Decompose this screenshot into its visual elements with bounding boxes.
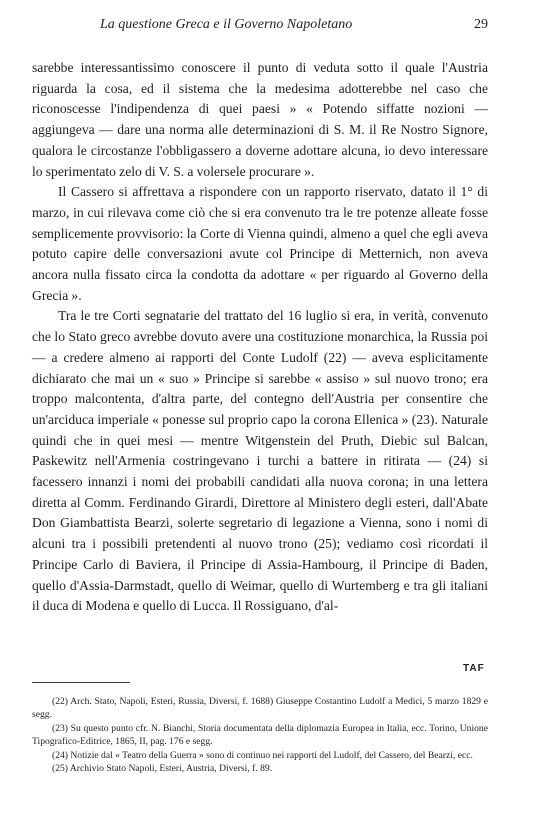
printer-signature-mark: TAF [463,663,485,674]
running-title: La questione Greca e il Governo Napoletano [100,17,353,32]
footnote-divider [32,682,130,683]
main-text [32,58,488,617]
footnote-23: (23) Su questo punto cfr. N. Bianchi, Storia documentata della diplomazia Europea in Italia, ecc. Torino, Unione Tipografico-Editrice, 1865, II, pag. 176 e segg. [32,722,488,748]
page-number: 29 [474,17,488,32]
footnote-24: (24) Notizie dal « Teatro della Guerra » sono di continuo nei rapporti del Ludolf, del Cassero, del Bearzi, ecc. [52,749,473,761]
footnote-25: (25) Archivio Stato Napoli, Esteri, Austria, Diversi, f. 89. [52,763,273,775]
paragraph-1: sarebbe interessantissimo conoscere il punto di veduta sotto il quale l'Austria riguarda la cosa, ed il sistema che la medesima adotterebbe nel caso che riconoscesse l'indipendenza di quei paesi » « Potendo siffatte nozioni — aggiungeva — dare una norma alle determinazioni di S. M. il Re Nostro Signore, qualora le circostanze l'obbligassero a doverne adottare alcuna, io devo interessare lo sperimentato zelo di V. S. a volersele procurare ». [32,60,488,179]
footnote-22: (22) Arch. Stato, Napoli, Esteri, Russia, Diversi, f. 1688) Giuseppe Costantino Ludolf a Medici, 5 marzo 1829 e segg. [32,696,488,721]
paragraph-2: Il Cassero si affrettava a rispondere con un rapporto riservato, datato il 1° di marzo, in cui rilevava come ciò che si era convenuto tra le tre potenze alleate fosse semplicemente provvisorio: la Corte di Vienna quindi, almeno a quel che egli aveva potuto capire delle conversazioni avute col Principe di Metternich, non aveva ancora nulla fissato circa la condotta da adottare « per riguardo al Governo della Grecia ». [32,184,488,303]
paragraph-3: Tra le tre Corti segnatarie del trattato del 16 luglio si era, in verità, convenuto che lo Stato greco avrebbe dovuto avere una costituzione monarchica, la Russia poi — a credere almeno ai rapporti del Conte Ludolf (22) — aveva esplicitamente dichiarato che mai un « suo » Principe si sarebbe « assiso » sul nuovo trono; era troppo malcontenta, d'altra parte, del contegno dell'Austria per consentire che un'arciduca imperiale « ponesse sul proprio capo la corona Ellenica » (23). Naturale quindi che in quei mesi — mentre Witgenstein del Pruth, Diebic sul Balcan, Paskewitz nell'Armenia costringevano i turchi a battere in ritirata — (24) si facessero innanzi i nomi dei probabili candidati alla nuova corona; in una lettera diretta al Comm. Ferdinando Girardi, Direttore al Ministero degli esteri, dall'Abate Don Giambattista Bearzi, solerte segretario di legazione a Vienna, sono i nomi di alcuni tra i possibili pretendenti al nuovo trono (25); vediamo così ricordati il Principe Carlo di Baviera, il Principe di Assia-Hambourg, il Principe di Baden, quello d'Assia-Darmstadt, quello di Weimar, quello di Wurtemberg e tra gli italiani il duca di Modena e quello di Lucca. Il Rossiguano, d'al- [32,308,488,614]
running-header [100,17,488,35]
footnotes [32,695,488,775]
